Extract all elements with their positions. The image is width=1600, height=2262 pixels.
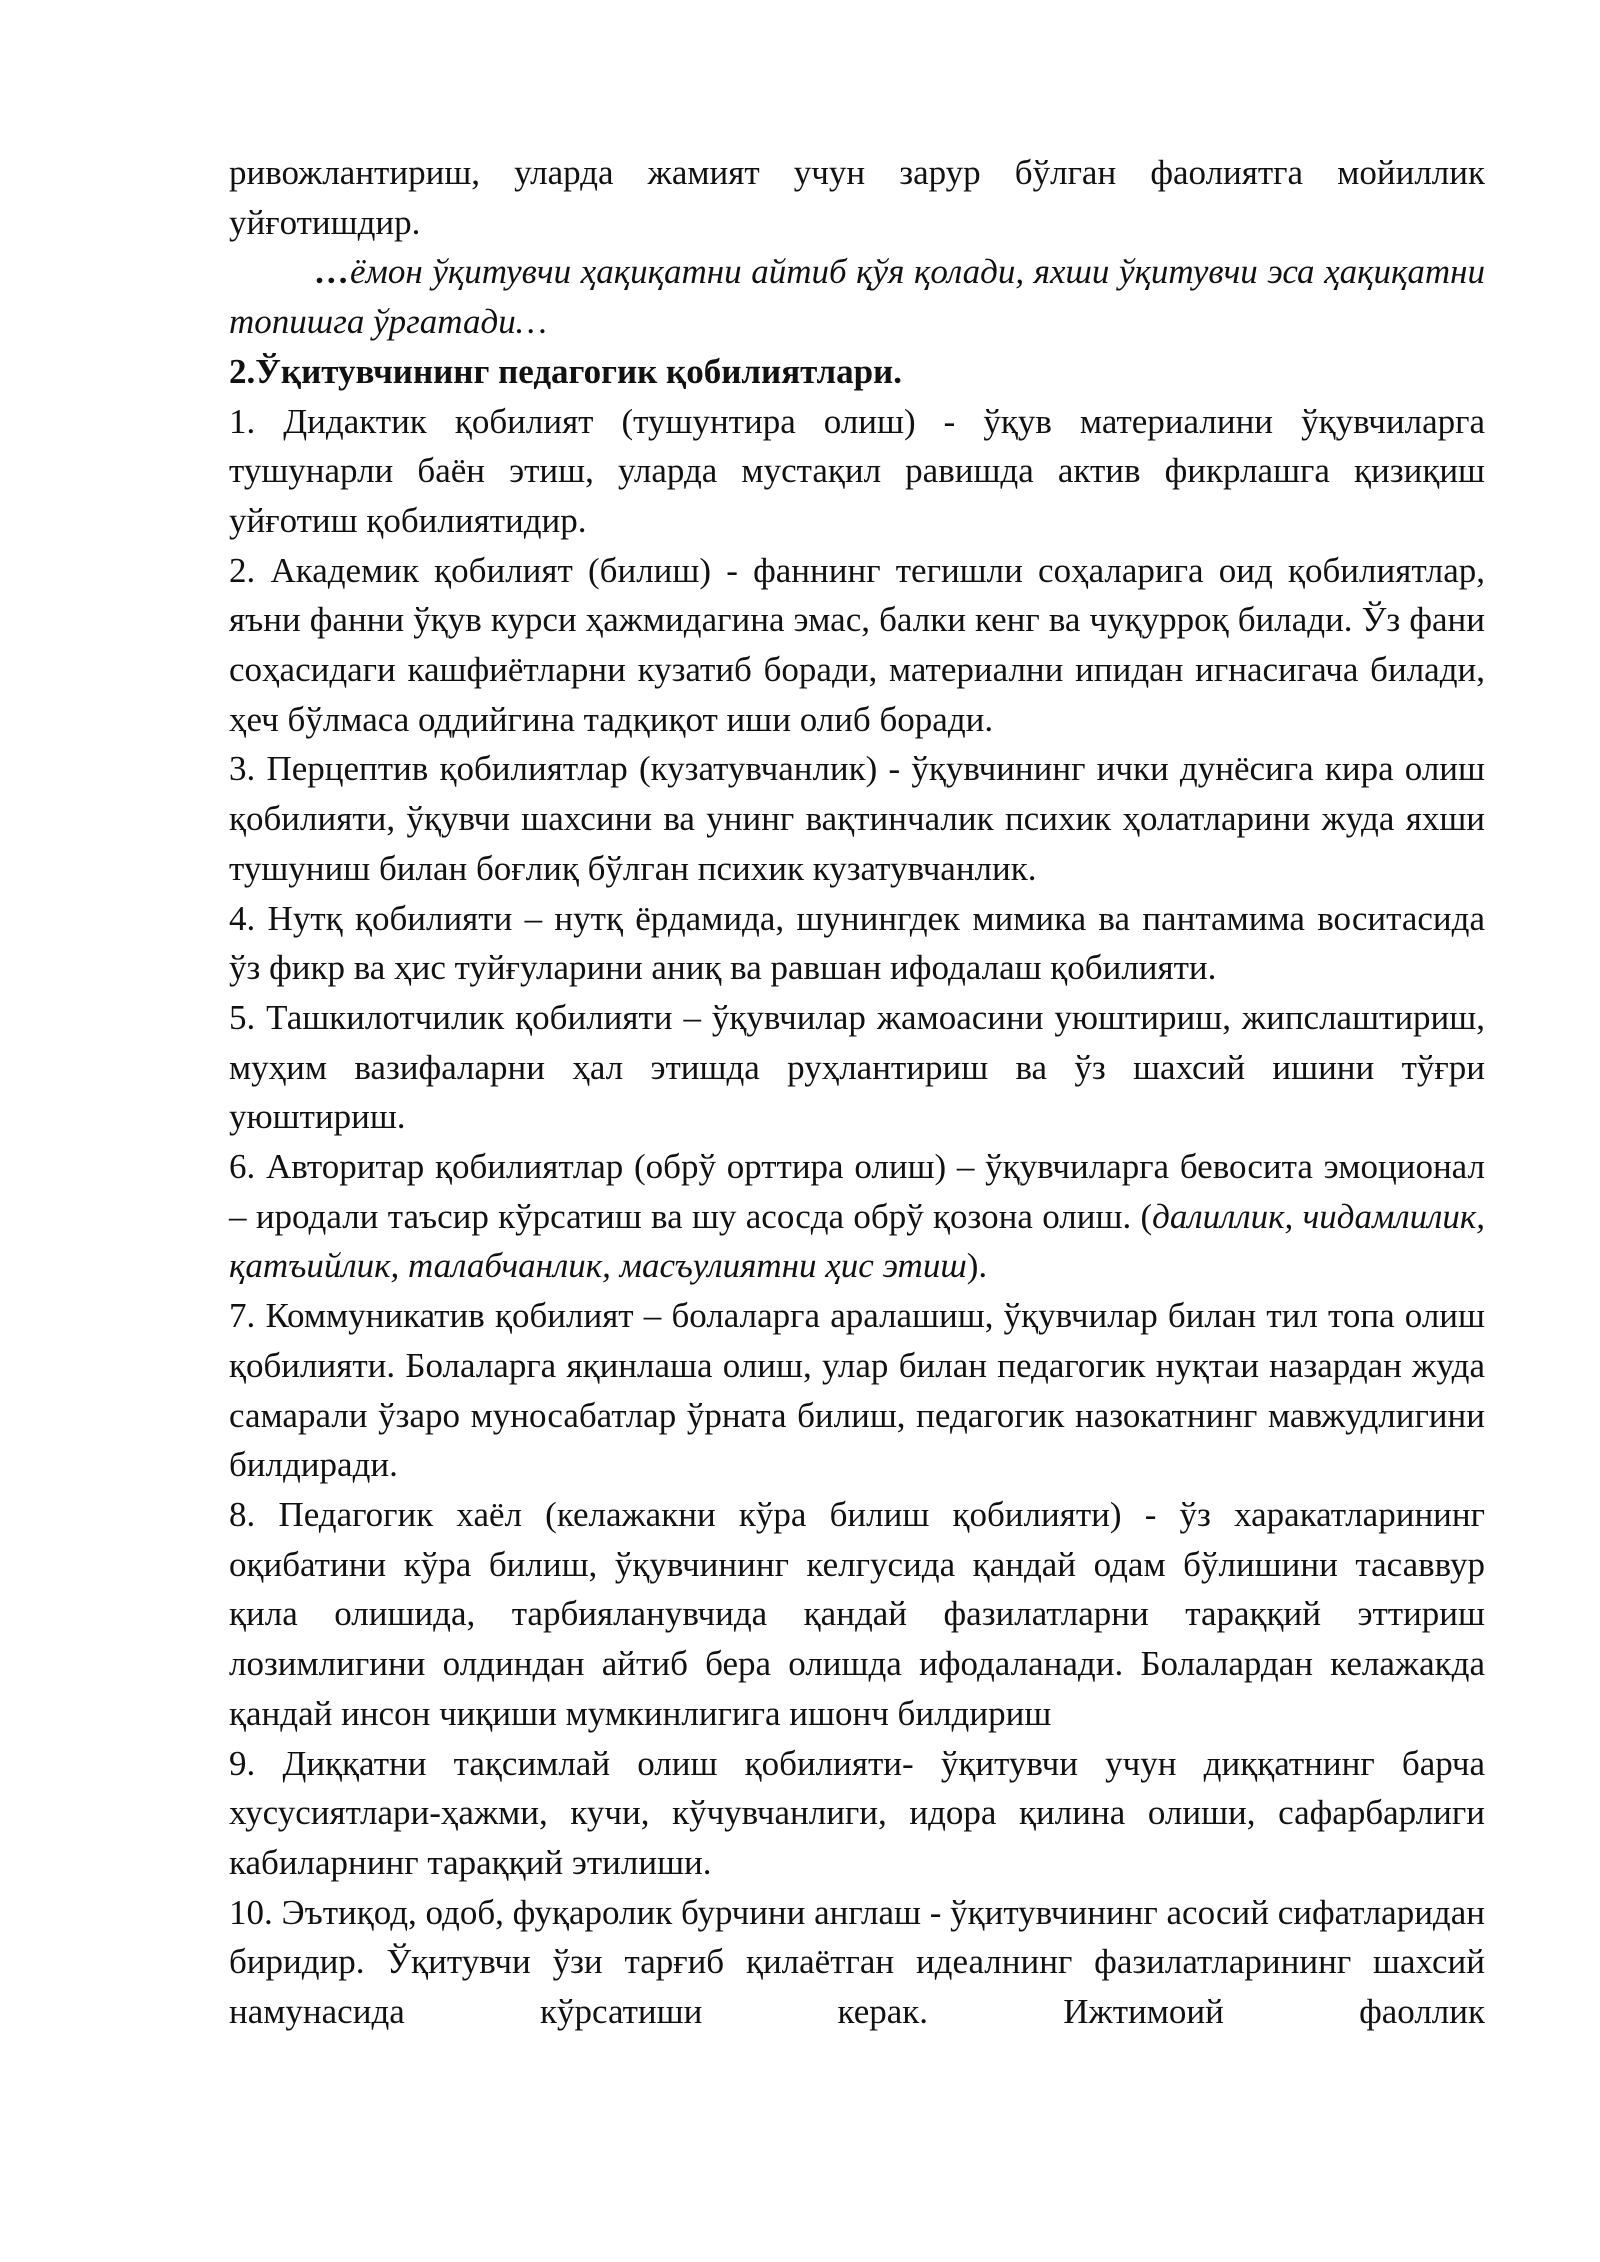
list-item: 9. Диққатни тақсимлай олиш қобилияти- ўқитувчи учун диққатнинг барча хусусиятлари-ҳажми, кучи, кўчувчанлиги, идора қилина олиши, сафарбарлиги кабиларнинг тараққий этилиши. — [229, 1743, 1485, 1882]
list-item: 1. Дидактик қобилият (тушунтира олиш) - ўқув материалини ўқувчиларга тушунарли баён этиш, уларда мустақил равишда актив фикрлашга қизиқиш уйғотиш қобилиятидир. — [229, 401, 1485, 540]
list-item: 5. Ташкилотчилик қобилияти – ўқувчилар жамоасини уюштириш, жипслаштириш, муҳим вазифаларни ҳал этишда руҳлантириш ва ўз шахсий ишини тўғри уюштириш. — [229, 997, 1485, 1137]
document-page — [229, 148, 1485, 2037]
list-item-tail: ). — [966, 1246, 988, 1286]
list-item: 4. Нутқ қобилияти – нутқ ёрдамида, шунингдек мимика ва пантамима воситасида ўз фикр ва ҳис туйғуларини аниқ ва равшан ифодалаш қобилияти. — [229, 898, 1485, 988]
quote-paragraph — [229, 247, 1485, 346]
list-item: 10. Эътиқод, одоб, фуқаролик бурчини англаш - ўқитувчининг асосий сифатларидан биридир. Ўқитувчи ўзи тарғиб қилаётган идеалнинг фазилатларининг шахсий намунасида кўрсатиши керак. Ижтимоий фаоллик — [229, 1892, 1485, 2032]
section-heading: 2.Ўқитувчининг педагогик қобилиятлари. — [229, 351, 902, 391]
list-item — [229, 1142, 1485, 1291]
quote-ellipsis: … — [315, 252, 350, 292]
list-item-italic: далиллик, чидамлилик, қатъийлик, талабчанлик, масъулиятни ҳис этиш — [229, 1196, 1485, 1286]
list-item: 8. Педагогик хаёл (келажакни кўра билиш қобилияти) - ўз харакатларининг оқибатини кўра билиш, ўқувчининг келгусида қандай одам бўлишини тасаввур қила олишида, тарбияланувчида қандай фазилатларни тараққий эттириш лозимлигини олдиндан айтиб бера олишда ифодаланади. Болалардан келажакда қандай инсон чиқиши мумкинлигига ишонч билдириш — [229, 1494, 1485, 1733]
list-item: 3. Перцептив қобилиятлар (кузатувчанлик) - ўқувчининг ички дунёсига кира олиш қобилияти, ўқувчи шахсини ва унинг вақтинчалик психик ҳолатларини жуда яхши тушуниш билан боғлиқ бўлган психик кузатувчанлик. — [229, 749, 1485, 888]
intro-paragraph: ривожлантириш, уларда жамият учун зарур бўлган фаолиятга мойиллик уйғотишдир. — [229, 153, 1485, 242]
quote-text: ёмон ўқитувчи ҳақиқатни айтиб қўя қолади, яхши ўқитувчи эса ҳақиқатни топишга ўргатади… — [229, 252, 1485, 342]
list-item: 2. Академик қобилият (билиш) - фаннинг тегишли соҳаларига оид қобилиятлар, яъни фанни ўқув курси ҳажмидагина эмас, балки кенг ва чуқурроқ билади. Ўз фани соҳасидаги кашфиётларни кузатиб боради, материални ипидан игнасигача билади, ҳеч бўлмаса оддийгина тадқиқот иши олиб боради. — [229, 550, 1485, 739]
list-item: 7. Коммуникатив қобилият – болаларга аралашиш, ўқувчилар билан тил топа олиш қобилияти. Болаларга яқинлаша олиш, улар билан педагогик нуқтаи назардан жуда самарали ўзаро муносабатлар ўрната билиш, педагогик назокатнинг мавжудлигини билдиради. — [229, 1296, 1485, 1485]
list-item-text: 6. Авторитар қобилиятлар (обрў орттира олиш) – ўқувчиларга бевосита эмоционал – иродали таъсир кўрсатиш ва шу асосда обрў қозона олиш. ( — [229, 1147, 1485, 1236]
